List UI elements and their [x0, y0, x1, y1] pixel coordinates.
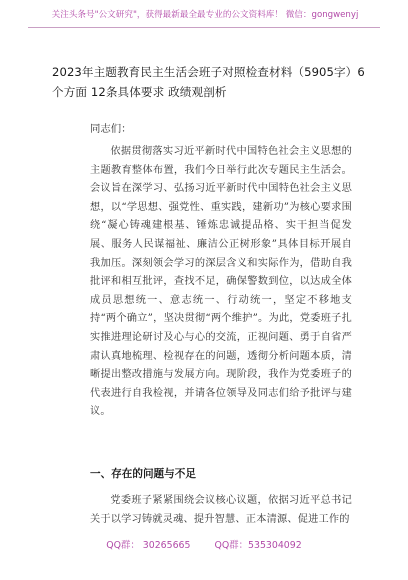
salutation: 同志们：	[90, 123, 132, 135]
intro-paragraph: 依据贯彻落实习近平新时代中国特色社会主义思想的主题教育整体布置，我们今日举行此次专题民主生活会。会议旨在深学习、弘扬习近平新时代中国特色社会主义思想，以“学思想、强党性、重实践，建新功”为核心要求围绕“凝心铸魂建根基、锤炼忠诚提品格、实干担当促发展、服务人民谋福祉、廉洁公正树形象”具体目标开展自我加压。深刻领会学习的深层含义和实际作为，借助自我批评和相互批评，查找不足，确保警数到位，以达成全体成员思想统一、意志统一、行动统一，坚定不移地支持“两个确立”，坚决贯彻“两个维护”。为此，党委班子扎实推进理论研讨及心与心的交流，正视问题、勇于自省严肃认真地梳理、检视存在的问题，透彻分析问题本质，清晰提出整改措施与发展方向。现阶段，我作为党委班子的代表进行自我检视，并请各位领导及同志们给予批评与建议。	[90, 146, 352, 418]
footer-bar	[28, 532, 380, 555]
footer-qq-group-2: QQ群：535304092	[214, 540, 302, 551]
section-heading: 一、存在的问题与不足	[90, 468, 196, 480]
header-banner: 关注头条号"公文研究"，获得最新最全最专业的公文资料库！ 微信：gongwenyj	[51, 10, 359, 20]
document-title: 2023年主题教育民主生活会班子对照检查材料（5905字）6个方面 12条具体要求 政绩观剖析	[52, 65, 365, 99]
footer-qq-group-1: QQ群： 30265665	[106, 540, 191, 551]
section-paragraph: 党委班子紧紧围绕会议核心议题，依据习近平总书记关于以学习铸就灵魂、提升智慧、正本清源、促进工作的	[90, 495, 352, 525]
header-divider	[28, 27, 380, 28]
